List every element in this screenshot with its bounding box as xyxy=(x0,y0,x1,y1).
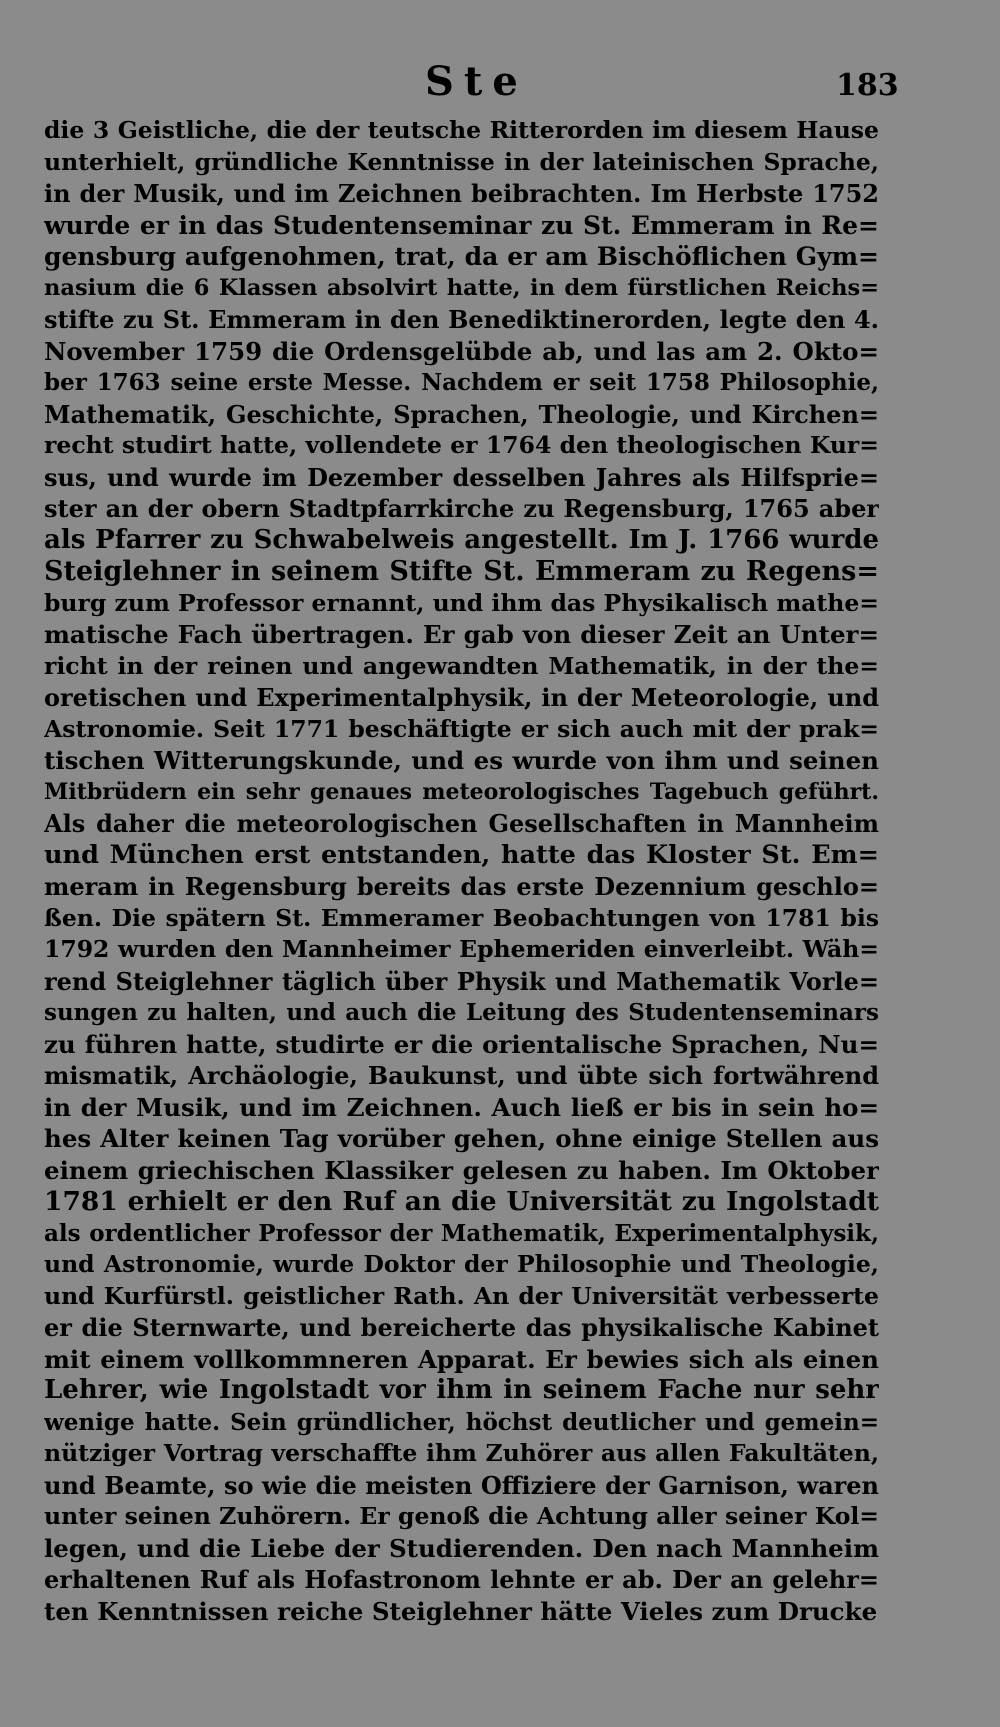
text-line: mit einem vollkommneren Apparat. Er bewies sich als einen xyxy=(44,1344,879,1374)
text-line: 1781 erhielt er den Ruf an die Universität zu Ingolstadt xyxy=(44,1186,879,1217)
text-line: wurde er in das Studentenseminar zu St. Emmeram in Re= xyxy=(44,210,879,240)
text-line: und Kurfürstl. geistlicher Rath. An der Universität verbesserte xyxy=(44,1281,879,1310)
text-line: Steiglehner in seinem Stifte St. Emmeram zu Regens= xyxy=(44,556,879,587)
text-line: Mitbrüdern ein sehr genaues meteorologisches Tagebuch geführt. xyxy=(44,778,879,805)
text-line: richt in der reinen und angewandten Mathematik, in der the= xyxy=(44,651,879,680)
text-line: tischen Witterungskunde, und es wurde von ihm und seinen xyxy=(44,746,879,775)
text-line: sus, und wurde im Dezember desselben Jahres als Hilfsprie= xyxy=(44,462,879,492)
text-line: zu führen hatte, studirte er die orientalische Sprachen, Nu= xyxy=(44,1029,879,1059)
text-line: mismatik, Archäologie, Baukunst, und übte sich fortwährend xyxy=(44,1061,879,1090)
text-line: Als daher die meteorologischen Gesellschaften in Mannheim xyxy=(44,809,879,838)
text-line: burg zum Professor ernannt, und ihm das Physikalisch mathe= xyxy=(44,588,879,617)
text-line: Lehrer, wie Ingolstadt vor ihm in seinem Fache nur sehr xyxy=(44,1375,879,1405)
text-line: die 3 Geistliche, die der teutsche Ritterorden im diesem Hause xyxy=(44,116,879,144)
text-line: legen, und die Liebe der Studierenden. Den nach Mannheim xyxy=(44,1533,879,1563)
page-number: 183 xyxy=(836,68,899,103)
text-line: als ordentlicher Professor der Mathematik, Experimentalphysik, xyxy=(44,1219,879,1247)
text-line: ster an der obern Stadtpfarrkirche zu Regensburg, 1765 aber xyxy=(44,494,879,523)
text-line: in der Musik, und im Zeichnen. Auch ließ er bis in sein ho= xyxy=(44,1092,879,1122)
text-line: und München erst entstanden, hatte das Kloster St. Em= xyxy=(44,839,879,870)
text-line: 1792 wurden den Mannheimer Ephemeriden einverleibt. Wäh= xyxy=(44,935,879,963)
text-line: hes Alter keinen Tag vorüber gehen, ohne einige Stellen aus xyxy=(44,1124,879,1153)
text-line: er die Sternwarte, und bereicherte das physikalische Kabinet xyxy=(44,1313,879,1342)
page-header xyxy=(0,58,1000,118)
text-line: oretischen und Experimentalphysik, in der Meteorologie, und xyxy=(44,683,879,712)
text-line: Astronomie. Seit 1771 beschäftigte er sich auch mit der prak= xyxy=(44,714,879,743)
text-line: ten Kenntnissen reiche Steiglehner hätte Vieles zum Drucke xyxy=(44,1596,878,1626)
text-line: unter seinen Zuhörern. Er genoß die Achtung aller seiner Kol= xyxy=(44,1502,879,1530)
text-line: November 1759 die Ordensgelübde ab, und las am 2. Okto= xyxy=(44,336,879,366)
text-line: und Astronomie, wurde Doktor der Philosophie und Theologie, xyxy=(44,1250,879,1278)
text-line: gensburg aufgenohmen, trat, da er am Bischöflichen Gym= xyxy=(44,242,879,271)
text-line: als Pfarrer zu Schwabelweis angestellt. Im J. 1766 wurde xyxy=(44,524,879,555)
running-head: Ste xyxy=(425,58,528,105)
text-line: nasium die 6 Klassen absolvirt hatte, in dem fürstlichen Reichs= xyxy=(44,274,879,301)
text-line: matische Fach übertragen. Er gab von dieser Zeit an Unter= xyxy=(44,620,879,649)
body-text xyxy=(44,115,879,1627)
text-line: Mathematik, Geschichte, Sprachen, Theologie, und Kirchen= xyxy=(44,399,879,429)
text-line: einem griechischen Klassiker gelesen zu haben. Im Oktober xyxy=(44,1155,879,1185)
text-line: sungen zu halten, und auch die Leitung des Studentenseminars xyxy=(44,999,879,1026)
text-line: ber 1763 seine erste Messe. Nachdem er seit 1758 Philosophie, xyxy=(44,369,879,396)
text-line: erhaltenen Ruf als Hofastronom lehnte er ab. Der an gelehr= xyxy=(44,1565,879,1594)
text-line: rend Steiglehner täglich über Physik und Mathematik Vorle= xyxy=(44,966,879,996)
text-line: nütziger Vortrag verschaffte ihm Zuhörer aus allen Fakultäten, xyxy=(44,1439,879,1467)
text-line: und Beamte, so wie die meisten Offiziere der Garnison, waren xyxy=(44,1470,879,1500)
text-line: stifte zu St. Emmeram in den Benediktinerorden, legte den 4. xyxy=(44,305,879,334)
text-line: recht studirt hatte, vollendete er 1764 den theologischen Kur= xyxy=(44,431,879,459)
text-line: in der Musik, und im Zeichnen beibrachten. Im Herbste 1752 xyxy=(44,179,879,208)
text-line: unterhielt, gründliche Kenntnisse in der lateinischen Sprache, xyxy=(44,147,879,176)
text-line: ßen. Die spätern St. Emmeramer Beobachtungen von 1781 bis xyxy=(44,903,879,932)
text-line: wenige hatte. Sein gründlicher, höchst deutlicher und gemein= xyxy=(44,1408,879,1436)
text-line: meram in Regensburg bereits das erste Dezennium geschlo= xyxy=(44,872,879,901)
